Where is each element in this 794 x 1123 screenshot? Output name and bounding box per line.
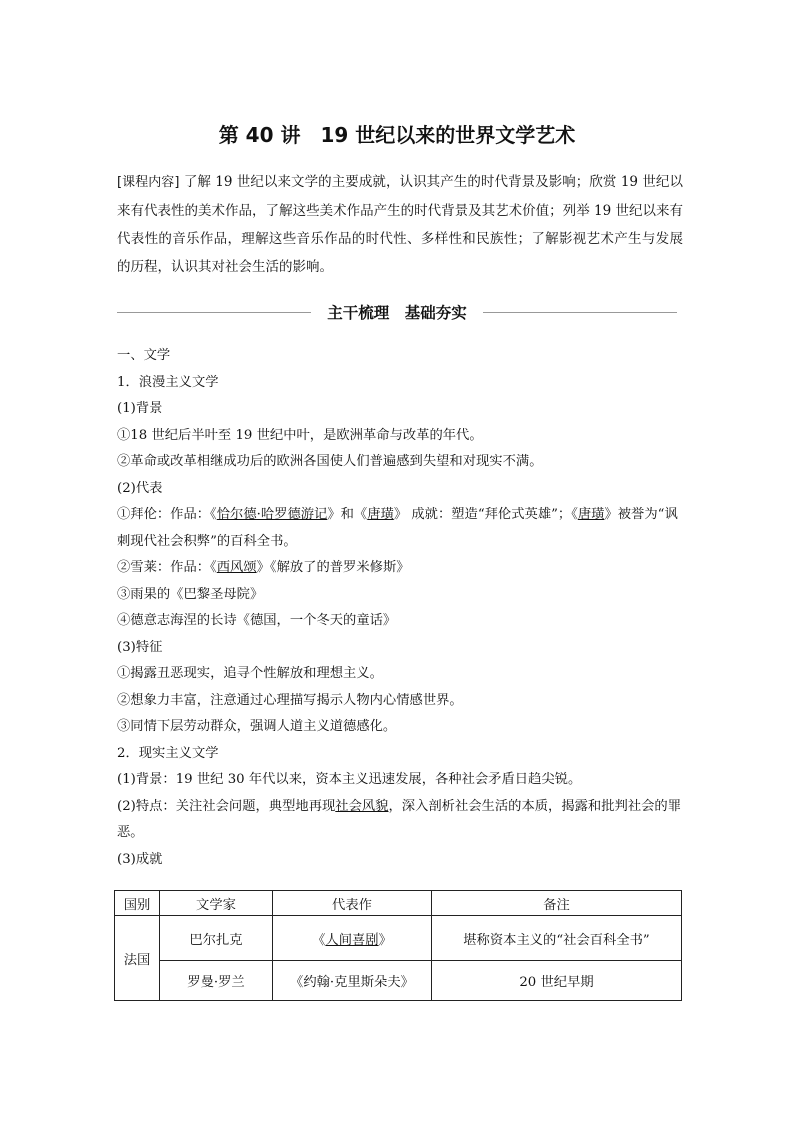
course-content-tag: [课程内容] — [117, 175, 180, 190]
realist-feat-underlined: 社会风貌 — [335, 798, 389, 814]
shelley-text-a: ②雪莱：作品：《 — [117, 560, 217, 575]
romantic-feat-3: ③同情下层劳动群众，强调人道主义道德感化。 — [117, 719, 397, 734]
byron-work-don-juan: 唐璜 — [367, 507, 394, 522]
main-body — [117, 343, 683, 873]
work-bracket-close: 》 — [378, 932, 392, 948]
romantic-bg-2: ②革命或改革相继成功后的欧洲各国使人们普遍感到失望和对现实不满。 — [117, 454, 543, 469]
section-heading-literature: 一、文学 — [117, 348, 171, 363]
table-header-row — [115, 891, 682, 916]
header-author: 文学家 — [160, 891, 273, 916]
shelley-entry — [117, 555, 683, 582]
byron-text-b: 》和《 — [327, 507, 368, 522]
cell-author: 巴尔扎克 — [160, 916, 273, 961]
realist-feat-a: (2)特点：关注社会问题，典型地再现 — [117, 798, 336, 814]
realist-feat — [117, 794, 683, 847]
byron-work-don-juan-2: 唐璜 — [577, 507, 605, 522]
heine-entry: ④德意志海涅的长诗《德国，一个冬天的童话》 — [117, 613, 397, 628]
work-bracket-open: 《 — [312, 932, 326, 948]
shelley-text-b: 》《解放了的普罗米修斯》 — [256, 560, 410, 575]
romantic-feat-1: ①揭露丑恶现实，追寻个性解放和理想主义。 — [117, 666, 383, 681]
cell-work: 《约翰·克里斯朵夫》 — [273, 961, 432, 1001]
page-title: 第 40 讲 19 世纪以来的世界文学艺术 — [218, 123, 576, 147]
divider-line-right — [483, 312, 677, 313]
cell-country: 法国 — [115, 916, 160, 1001]
romantic-rep-label: (2)代表 — [117, 480, 163, 496]
romantic-feat-2: ②想象力丰富，注意通过心理描写揭示人物内心情感世界。 — [117, 692, 463, 708]
cell-author: 罗曼·罗兰 — [160, 961, 273, 1001]
realist-heading: 2．现实主义文学 — [117, 745, 219, 761]
romantic-bg-label: (1)背景 — [117, 401, 163, 416]
realist-feat-b: ，深入剖析社会生活的本质，揭露和批判社会的罪恶。 — [117, 798, 682, 840]
byron-text-d: 》被誉为“讽刺现代社会积弊”的百科全书。 — [117, 507, 678, 549]
course-content-paragraph — [117, 168, 683, 281]
byron-text-a: ①拜伦：作品：《 — [117, 507, 217, 522]
byron-work-childe-harold: 恰尔德·哈罗德游记 — [216, 507, 328, 522]
divider-label: 主干梳理 基础夯实 — [327, 304, 467, 322]
shelley-work-west-wind: 西风颂 — [216, 560, 257, 575]
byron-entry — [117, 502, 683, 555]
romantic-feat-label: (3)特征 — [117, 639, 163, 655]
divider-line-left — [117, 312, 311, 313]
cell-work — [273, 916, 432, 961]
cell-note: 20 世纪早期 — [432, 961, 682, 1001]
literature-table — [114, 890, 682, 1001]
realist-ach-label: (3)成就 — [117, 851, 163, 867]
table-row — [115, 916, 682, 961]
work-title-underlined: 人间喜剧 — [325, 932, 379, 948]
header-country: 国别 — [115, 891, 160, 916]
header-work: 代表作 — [273, 891, 432, 916]
romantic-bg-1: ①18 世纪后半叶至 19 世纪中叶，是欧洲革命与改革的年代。 — [117, 427, 483, 443]
byron-text-c: 》 成就：塑造“拜伦式英雄”；《 — [393, 507, 578, 522]
cell-note: 堪称资本主义的“社会百科全书” — [432, 916, 682, 961]
romantic-heading: 1．浪漫主义文学 — [117, 374, 219, 390]
section-divider — [117, 298, 677, 326]
course-content-text: 了解 19 世纪以来文学的主要成就，认识其产生的时代背景及影响；欣赏 19 世纪以来有代表性的美术作品，了解这些美术作品产生的时代背景及其艺术价值；列举 19 世纪以来有代表性的音乐作品，理解这些音乐作品的时代性、多样性和民族性；了解影视艺术产生与发展的历程，认识其对社会生活的影响。 — [117, 174, 683, 275]
header-note: 备注 — [432, 891, 682, 916]
realist-bg: (1)背景：19 世纪 30 年代以来，资本主义迅速发展，各种社会矛盾日趋尖锐。 — [117, 772, 582, 787]
hugo-entry: ③雨果的《巴黎圣母院》 — [117, 586, 264, 602]
table-row — [115, 961, 682, 1001]
